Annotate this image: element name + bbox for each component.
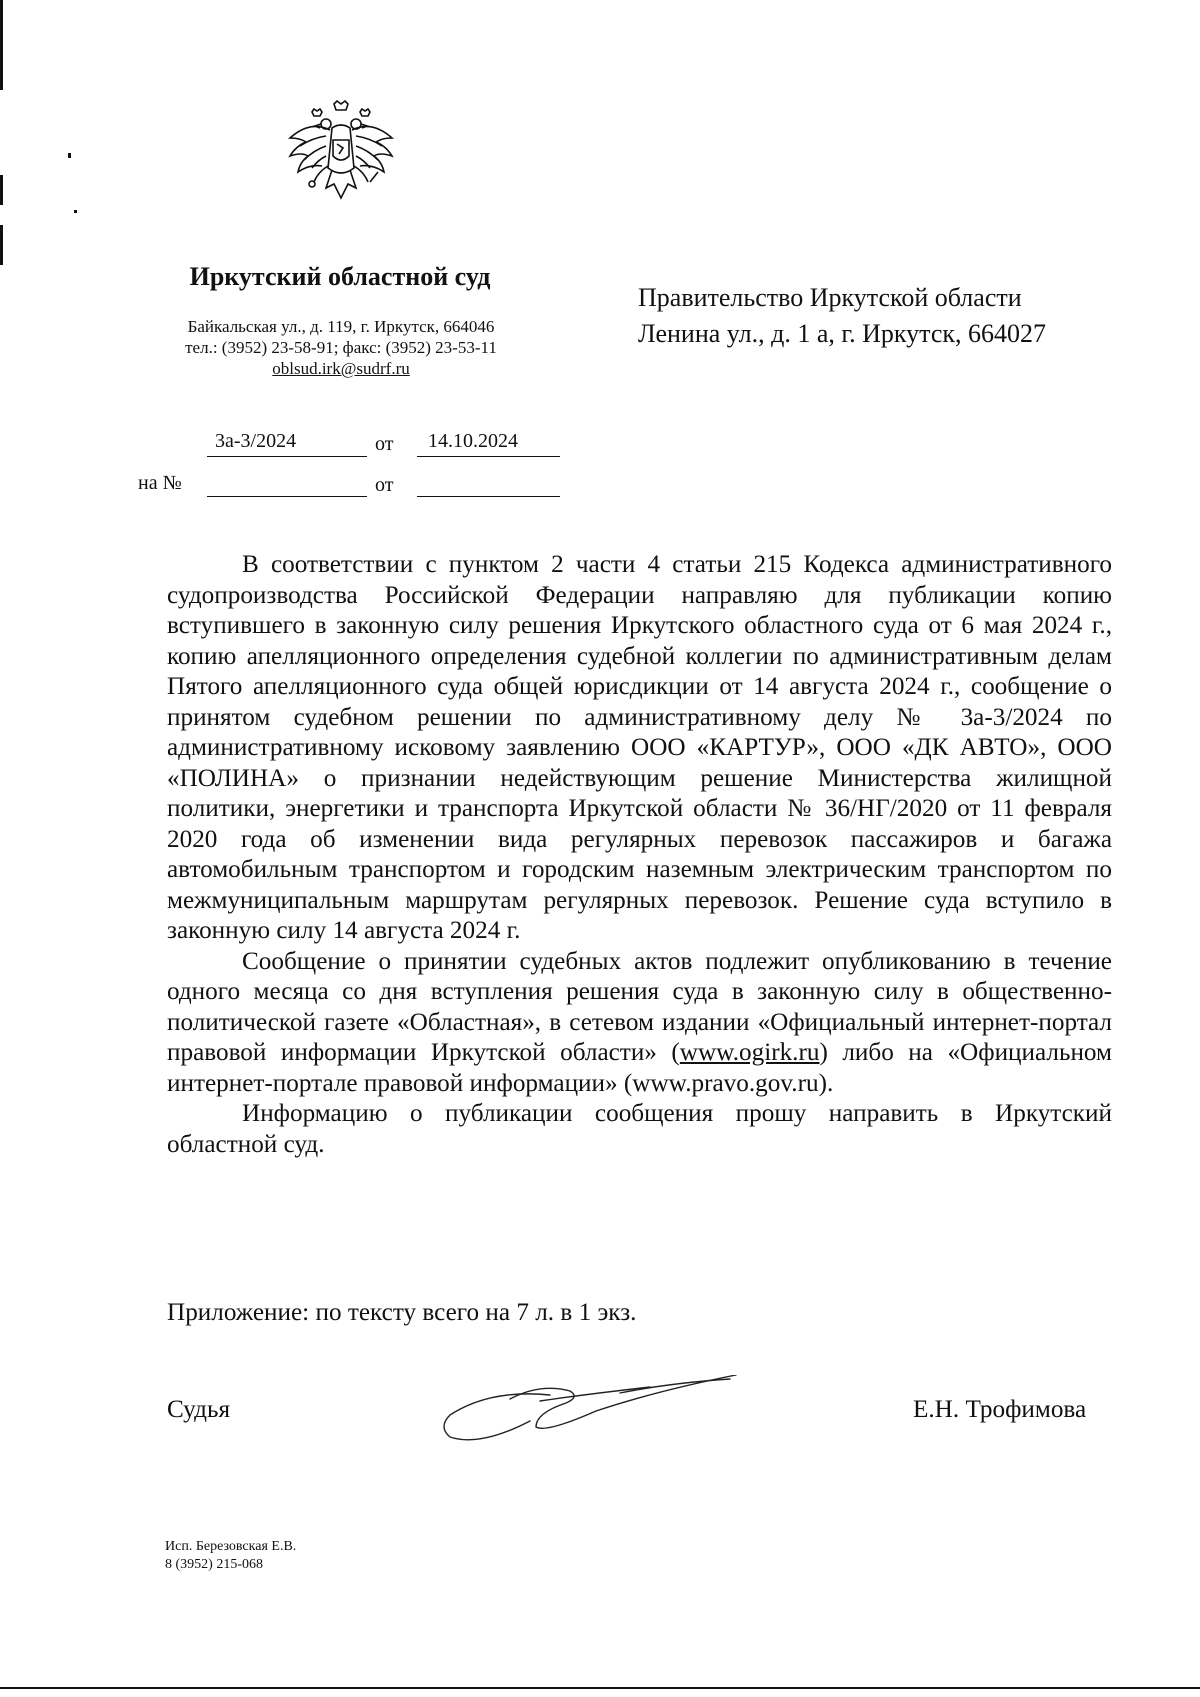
court-name: Иркутский областной суд (189, 262, 491, 291)
executor-block (165, 1538, 296, 1574)
body-paragraph-2: Сообщение о принятии судебных актов подлежит опубликованию в течение одного месяца со дня вступления решения суда в законную силу в общественно-политической газете «Областная», в сетевом издании «Официальный интернет-портал правовой информации Иркутской области» (www.ogirk.ru) либо на «Официальном интернет-портале правовой информации» (www.pravo.gov.ru). (167, 947, 1112, 1097)
scan-dot (68, 153, 71, 158)
court-phone-fax: тел.: (3952) 23-58-91; факс: (3952) 23-53-11 (185, 338, 497, 357)
scan-margin-mark (0, 0, 3, 90)
executor-phone: 8 (3952) 215-068 (165, 1557, 263, 1572)
executor-name: Исп. Березовская Е.В. (165, 1539, 297, 1554)
court-email[interactable]: oblsud.irk@sudrf.ru (272, 359, 410, 378)
court-address: Байкальская ул., д. 119, г. Иркутск, 664046 (187, 317, 495, 336)
scan-margin-mark (0, 175, 3, 205)
page-bottom-rule (0, 1687, 1200, 1689)
judge-title: Судья (167, 1396, 231, 1423)
outgoing-date-line (417, 456, 560, 457)
ogirk-link[interactable]: www.ogirk.ru (679, 1039, 820, 1066)
court-contacts (146, 316, 536, 379)
outgoing-number-line (207, 456, 367, 457)
coat-of-arms-emblem (282, 100, 400, 212)
body-paragraph-1: В соответствии с пунктом 2 части 4 статьи 215 Кодекса административного судопроизводства Российской Федерации направляю для публикации копию вступившего в законную силу решения Иркутского областного суда от 6 мая 2024 г., копию апелляционного определения судебной коллегии по административным делам Пятого апелляционного суда общей юрисдикции от 14 августа 2024 г., сообщение о принятом судебном решении по административному делу № 3а-3/2024 по административному исковому заявлению ООО «КАРТУР», ООО «ДК АВТО», ООО «ПОЛИНА» о признании недействующим решение Министерства жилищной политики, энергетики и транспорта Иркутской области № 36/НГ/2020 от 11 февраля 2020 года об изменении вида регулярных перевозок пассажиров и багажа автомобильным транспортом и городским наземным электрическим транспортом по межмуниципальным маршрутам регулярных перевозок. Решение суда вступило в законную силу 14 августа 2024 г. (167, 551, 1112, 944)
judge-name: Е.Н. Трофимова (913, 1396, 1087, 1423)
outgoing-from-label: от (375, 433, 394, 455)
attachment-note: Приложение: по тексту всего на 7 л. в 1 экз. (167, 1299, 637, 1326)
recipient-block (638, 280, 1046, 352)
reply-date-line (417, 496, 560, 497)
scan-dot (74, 210, 77, 213)
reply-from-label: от (375, 474, 394, 496)
reply-number-line (207, 496, 367, 497)
recipient-name: Правительство Иркутской области (638, 283, 1022, 312)
scan-margin-mark (0, 225, 3, 265)
recipient-address: Ленина ул., д. 1 а, г. Иркутск, 664027 (638, 319, 1047, 348)
outgoing-number: 3а-3/2024 (215, 430, 297, 452)
body-paragraph-3: Информацию о публикации сообщения прошу направить в Иркутский областной суд. (167, 1100, 1112, 1158)
outgoing-date: 14.10.2024 (428, 430, 518, 452)
reply-number-label: на № (138, 472, 182, 494)
letter-body (167, 550, 1112, 1160)
handwritten-signature (440, 1375, 740, 1455)
